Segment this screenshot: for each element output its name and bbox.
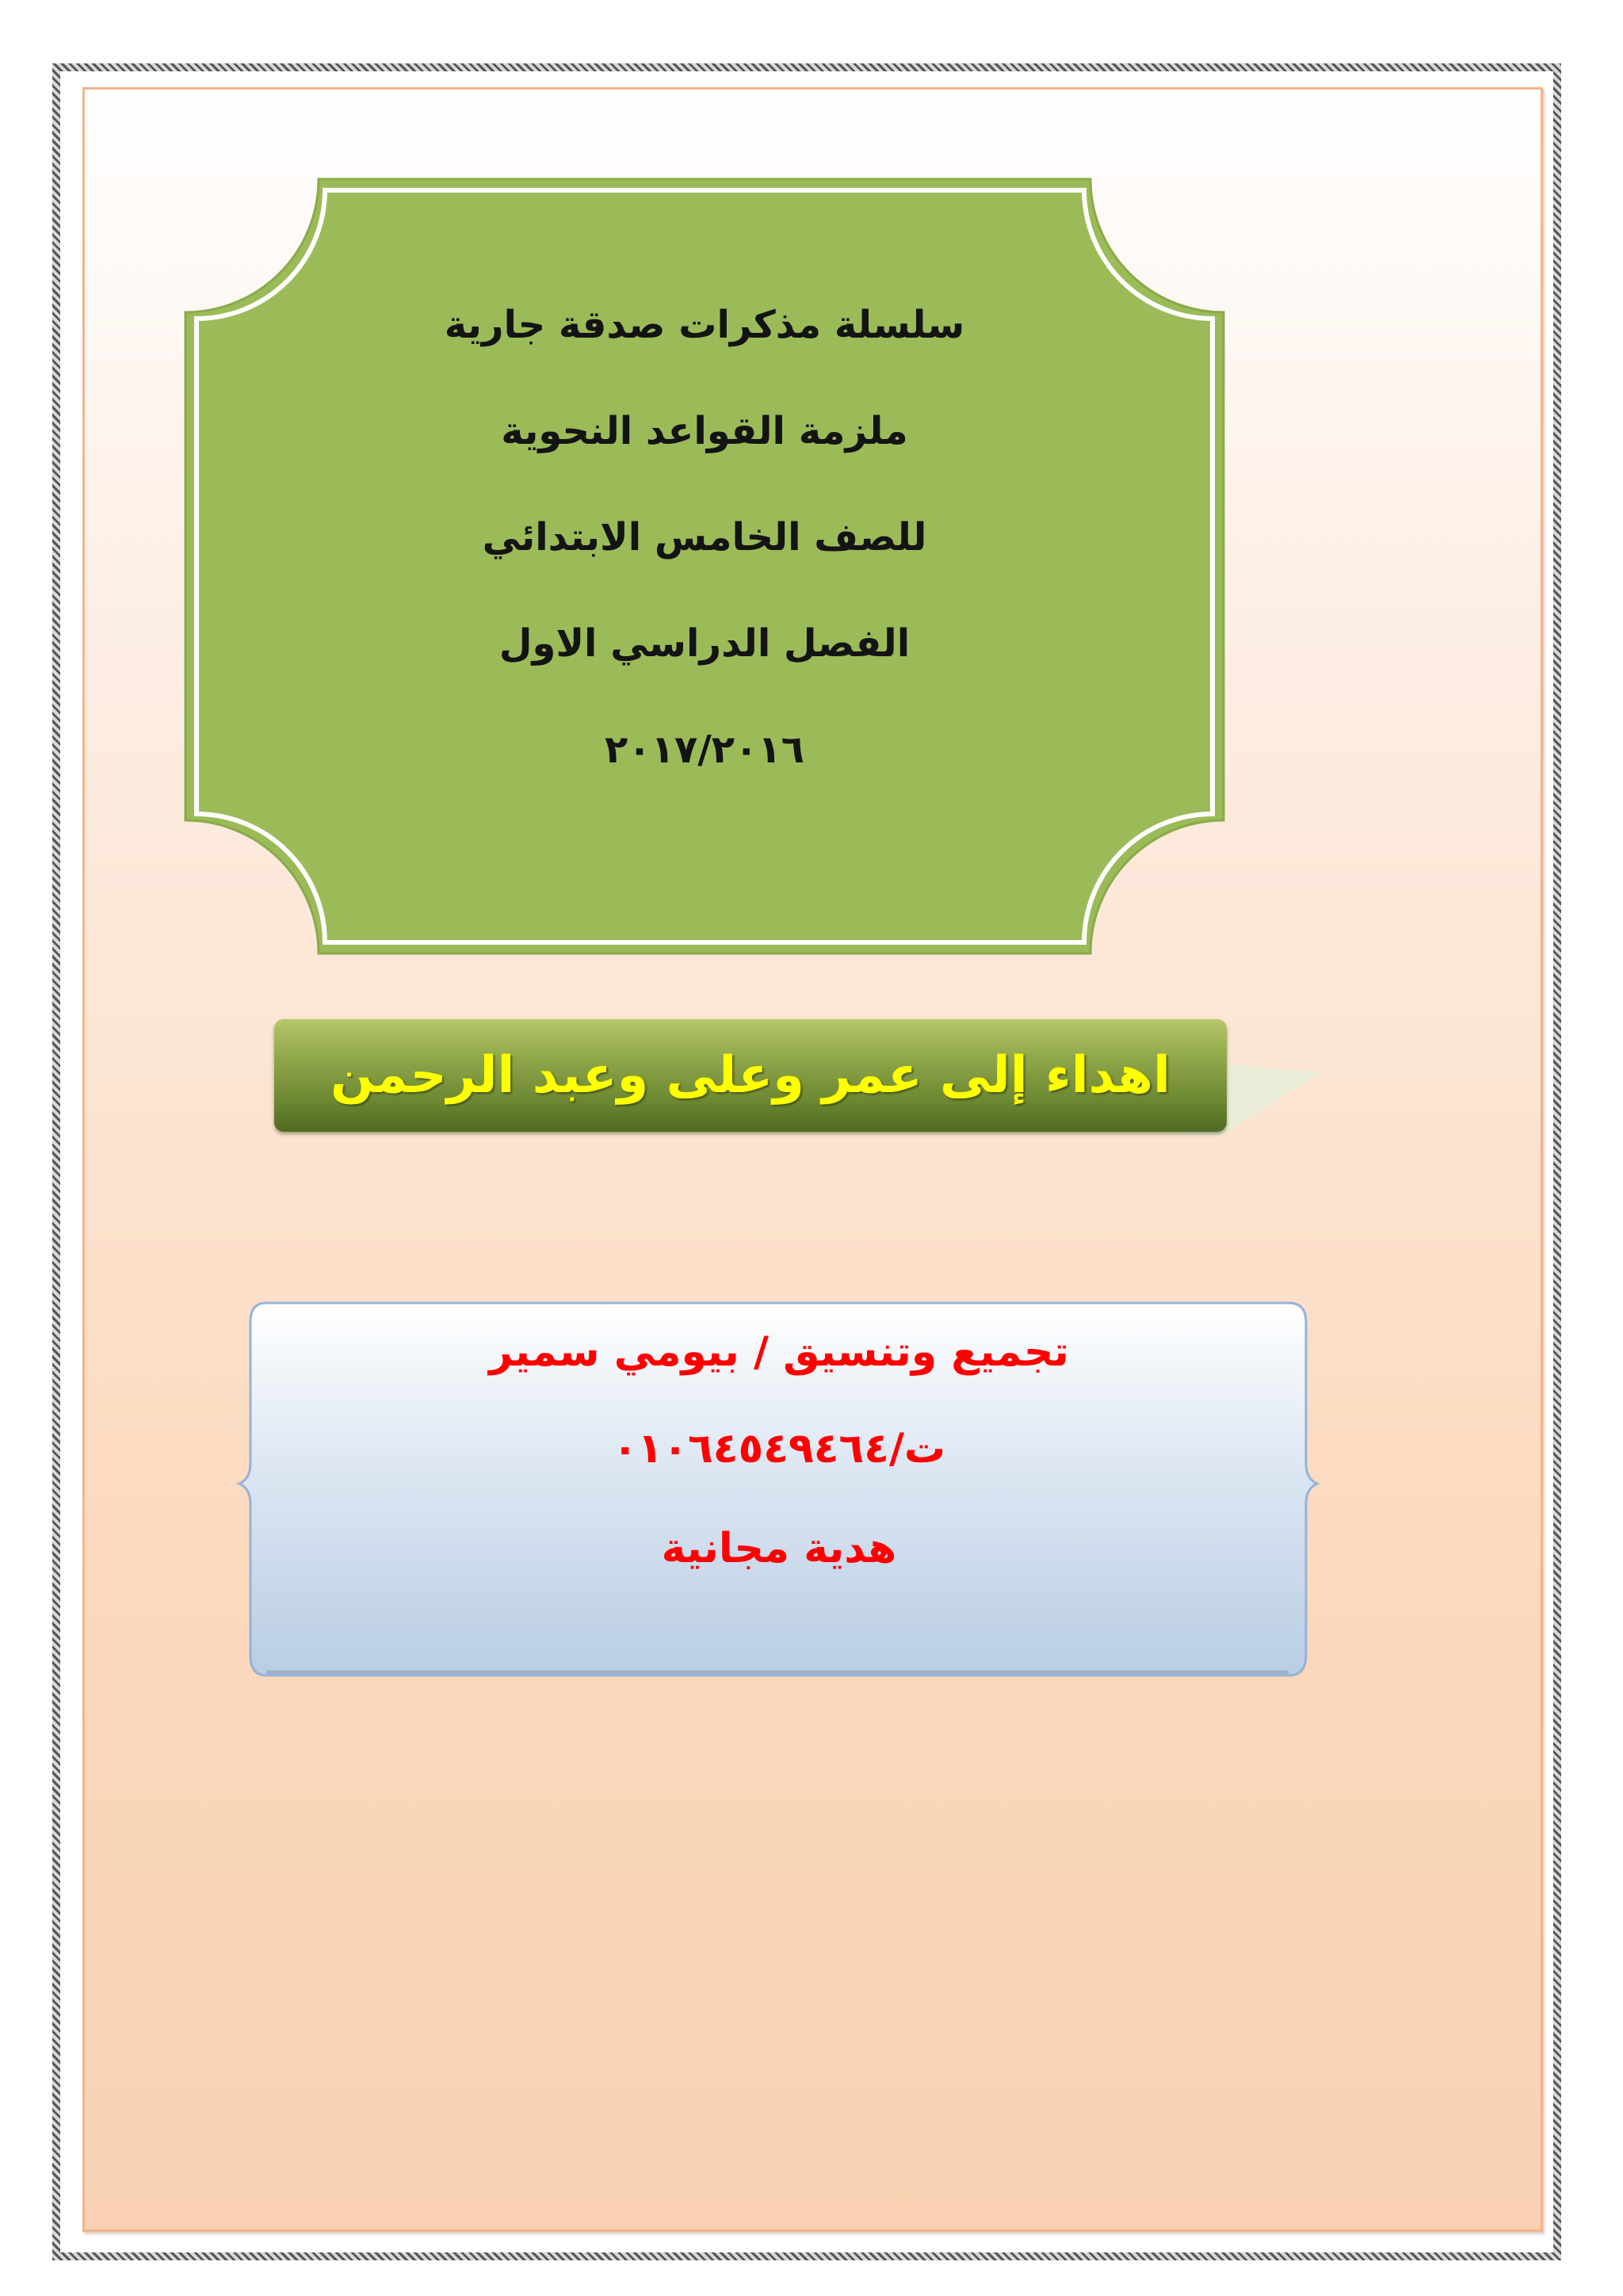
credits-box	[235, 1297, 1323, 1685]
phone-number: ت/٠١٠٦٤٥٤٩٤٦٤	[612, 1425, 946, 1473]
series-title: سلسلة مذكرات صدقة جارية	[444, 303, 965, 347]
dedication-banner	[274, 1019, 1227, 1132]
academic-year: ٢٠١٧/٢٠١٦	[605, 728, 804, 772]
booklet-title: ملزمة القواعد النحوية	[501, 409, 908, 453]
dedication-text: اهداء إلى عمر وعلى وعبد الرحمن	[330, 1046, 1170, 1105]
semester-title: الفصل الدراسي الاول	[498, 621, 911, 666]
dedication-ribbon	[269, 1017, 1323, 1144]
grade-title: للصف الخامس الابتدائي	[482, 515, 927, 560]
title-plaque	[182, 176, 1227, 957]
free-gift-note: هدية مجانية	[661, 1525, 897, 1572]
compiler-credit: تجميع وتنسيق / بيومي سمير	[489, 1328, 1069, 1376]
